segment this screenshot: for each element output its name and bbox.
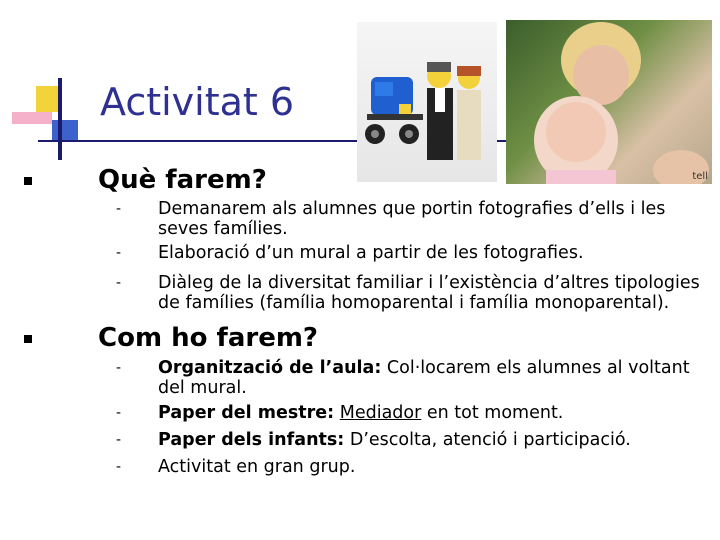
list-item: - Activitat en gran grup.	[116, 457, 356, 477]
list-item: - Elaboració d’un mural a partir de les fotografies.	[116, 243, 584, 263]
lego-family-photo	[357, 22, 497, 182]
dash-bullet-icon: -	[116, 275, 122, 291]
photo-caption-fragment: tell	[692, 171, 708, 182]
square-bullet-icon	[24, 335, 32, 343]
list-item: - Paper dels infants: D’escolta, atenció i participació.	[116, 430, 631, 450]
dash-bullet-icon: -	[116, 432, 122, 448]
title-deco-pink-bar	[12, 112, 52, 124]
square-bullet-icon	[24, 177, 32, 185]
list-item: - Demanarem als alumnes que portin fotografies d’ells i les seves famílies.	[116, 199, 666, 239]
section-heading-com-ho-farem: Com ho farem?	[98, 323, 318, 353]
dash-bullet-icon: -	[116, 459, 122, 475]
dash-bullet-icon: -	[116, 201, 122, 217]
mother-and-baby-photo	[506, 20, 712, 184]
slide-title: Activitat 6	[100, 80, 295, 124]
mother-baby-image	[506, 20, 712, 184]
list-item: - Organització de l’aula: Col·locarem els alumnes al voltant del mural.	[116, 358, 690, 398]
list-item: - Paper del mestre: Mediador en tot moment.	[116, 403, 564, 423]
title-deco-blue-square	[52, 120, 78, 140]
list-item: - Diàleg de la diversitat familiar i l’existència d’altres tipologies de famílies (família homoparental i família monoparental).	[116, 273, 700, 313]
dash-bullet-icon: -	[116, 405, 122, 421]
title-deco-vertical-line	[58, 78, 62, 160]
dash-bullet-icon: -	[116, 360, 122, 376]
dash-bullet-icon: -	[116, 245, 122, 261]
section-heading-que-farem: Què farem?	[98, 165, 267, 195]
lego-figures-image	[357, 22, 497, 182]
